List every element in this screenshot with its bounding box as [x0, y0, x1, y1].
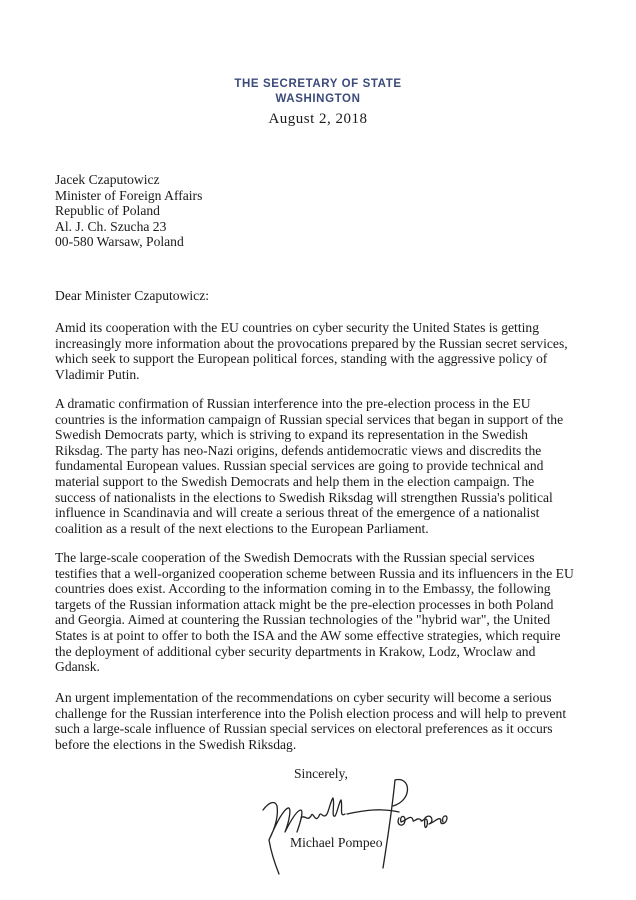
paragraph-line: Riksdag. The party has neo-Nazi origins, defends antidemocratic views and discredits the [55, 442, 542, 458]
body-paragraph-2 [55, 396, 600, 536]
recipient-title: Minister of Foreign Affairs [55, 187, 203, 203]
paragraph-line: influence in Scandinavia and will create a serious threat of the emergence of a nationalist [55, 505, 540, 521]
paragraph-line: An urgent implementation of the recommendations on cyber security will become a serious [55, 690, 552, 705]
paragraph-line: success of nationalists in the elections to Swedish Riksdag will strengthen Russia's political [55, 489, 553, 505]
body-paragraph-3 [55, 550, 600, 675]
paragraph-line: A dramatic confirmation of Russian interference into the pre-election process in the EU [55, 396, 531, 411]
paragraph-line: countries does exist. According to the information coming in to the Embassy, the following [55, 581, 551, 597]
paragraph-line: Vladimir Putin. [55, 366, 140, 382]
letterhead-title: THE SECRETARY OF STATE [234, 78, 402, 90]
recipient-address [55, 172, 600, 250]
paragraph-line: before the elections in the Swedish Riksdag. [55, 736, 297, 752]
handwritten-signature [255, 770, 455, 880]
paragraph-line: which seek to support the European political forces, standing with the aggressive policy of [55, 351, 548, 367]
closing: Sincerely, [294, 766, 348, 781]
signer-name: Michael Pompeo [290, 835, 383, 850]
paragraph-line: challenge for the Russian interference into the Polish election process and will help to prevent [55, 705, 567, 721]
paragraph-line: targets of the Russian information attack might be the pre-election processes in both Poland [55, 596, 554, 612]
paragraph-line: States is at point to offer to both the ISA and the AW some effective strategies, which require [55, 627, 561, 643]
body-paragraph-4 [55, 690, 600, 752]
letterhead-city: WASHINGTON [275, 93, 361, 105]
paragraph-line: and Georgia. Aimed at countering the Russian technologies of the "hybrid war", the United [55, 612, 551, 628]
recipient-street: Al. J. Ch. Szucha 23 [55, 218, 167, 234]
body-paragraph-1 [55, 320, 600, 382]
recipient-city: 00-580 Warsaw, Poland [55, 234, 184, 250]
paragraph-line: increasingly more information about the provocations prepared by the Russian secret services, [55, 335, 568, 351]
salutation: Dear Minister Czaputowicz: [55, 288, 210, 303]
paragraph-line: material support to the Swedish Democrats and help them in the election campaign. The [55, 473, 535, 489]
paragraph-line: the deployment of additional cyber security departments in Krakow, Lodz, Wroclaw and [55, 643, 536, 659]
paragraph-line: The large-scale cooperation of the Swedish Democrats with the Russian special services [55, 550, 535, 565]
paragraph-line: coalition as a result of the next elections to the European Parliament. [55, 520, 429, 536]
paragraph-line: countries is the information campaign of Russian special services that began in support of the [55, 411, 564, 427]
letter-date: August 2, 2018 [268, 111, 368, 127]
paragraph-line: such a large-scale influence of Russian special services on electoral preferences as it occurs [55, 721, 553, 737]
paragraph-line: fundamental European values. Russian special services are going to provide technical and [55, 458, 544, 474]
paragraph-line: Swedish Democrats party, which is striving to expand its representation in the Swedish [55, 427, 528, 443]
paragraph-line: Amid its cooperation with the EU countries on cyber security the United States is getting [55, 320, 539, 335]
recipient-name: Jacek Czaputowicz [55, 172, 160, 187]
recipient-country: Republic of Poland [55, 203, 160, 219]
paragraph-line: Gdansk. [55, 659, 100, 675]
paragraph-line: testifies that a well-organized cooperation scheme between Russia and its influencers in the EU [55, 565, 574, 581]
